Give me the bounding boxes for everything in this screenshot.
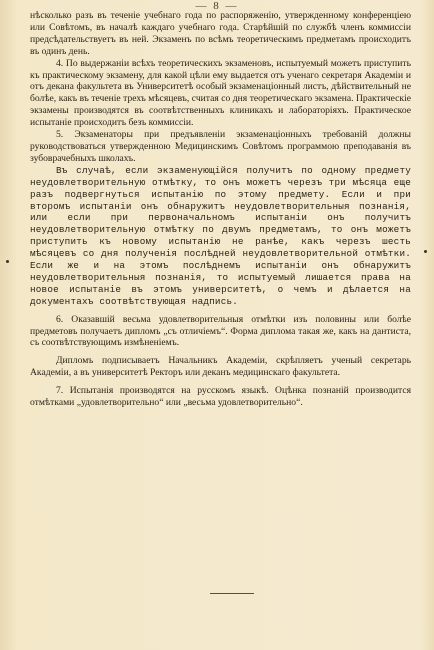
page-number: — 8 — <box>195 0 239 12</box>
paragraph-continuation: нѣсколько разъ въ теченіе учебнаго года по распоряженію, утвержденному конференціею или Совѣтомъ, въ началѣ каждаго учебнаго года. Старѣйшій по службѣ членъ коммиссіи предсѣдательствуетъ въ ней. Экзаменъ по всѣмъ теоретическимъ предметамъ происходитъ въ одинъ день. <box>30 10 411 57</box>
margin-ink-dot <box>424 250 427 253</box>
paragraph-item-6: 6. Оказавшій весьма удовлетворительныя отмѣтки изъ половины или болѣе предметовъ получаетъ дипломъ „съ отличіемъ“. Форма диплома такая же, какъ на дантиста, съ соотвѣтствующимъ измѣненіемъ. <box>30 313 411 349</box>
closing-rule <box>210 593 254 594</box>
paragraph-item-4: 4. По выдержаніи всѣхъ теоретическихъ экзаменовъ, испытуемый можетъ приступить къ практическому экзамену, для какой цѣли ему выдается отъ ученаго секретаря Академіи и отъ декана факультета въ Университетѣ особый экзаменаціонный листъ, дѣйствительный не болѣе, какъ въ теченіе трехъ мѣсяцевъ, считая со дня теоретическаго экзамена. Практическіе экзамены производятся въ соотвѣтственныхъ клиникахъ и лабораторіяхъ. Практическое испытаніе происходитъ безъ коммиссіи. <box>30 57 411 129</box>
paragraph-reexamination: Въ случаѣ, если экзаменующійся получитъ по одному предмету неудовлетворительную отмѣтку, то онъ можетъ черезъ три мѣсяца еще разъ подвергнуться испытанію по этому предмету. Если и при второмъ испытаніи онъ обнаружитъ неудовлетворительныя познанія, или если при первоначальномъ испытаніи онъ получитъ неудовлетворительную отмѣтку по двумъ предметамъ, то онъ можетъ приступить къ новому испытанію не ранѣе, какъ черезъ шесть мѣсяцевъ со дня полученія послѣдней неудовлетворительной отмѣтки. Если же и на этомъ послѣднемъ испытаніи онъ обнаружитъ неудовлетворительныя познанія, то испытуемый лишается права на новое испытаніе въ этомъ университетѣ, о чемъ и дѣлается на документахъ соотвѣтствующая надпись. <box>30 164 411 307</box>
body-text <box>30 10 411 409</box>
paragraph-item-7: 7. Испытанія производятся на русскомъ языкѣ. Оцѣнка познаній производится отмѣтками „удовлетворительно“ или „весьма удовлетворительно“. <box>30 385 411 409</box>
margin-ink-dot <box>6 260 9 263</box>
paragraph-item-5: 5. Экзаменаторы при предъявленіи экзаменаціонныхъ требованій должны руководствоваться утвержденною Медицинскимъ Совѣтомъ программою преподаванія въ зубоврачебныхъ школахъ. <box>30 129 411 164</box>
paragraph-diploma-signing: Дипломъ подписываетъ Начальникъ Академіи, скрѣпляетъ ученый секретарь Академіи, а въ университетѣ Ректоръ или деканъ медицинскаго факультета. <box>30 355 411 379</box>
